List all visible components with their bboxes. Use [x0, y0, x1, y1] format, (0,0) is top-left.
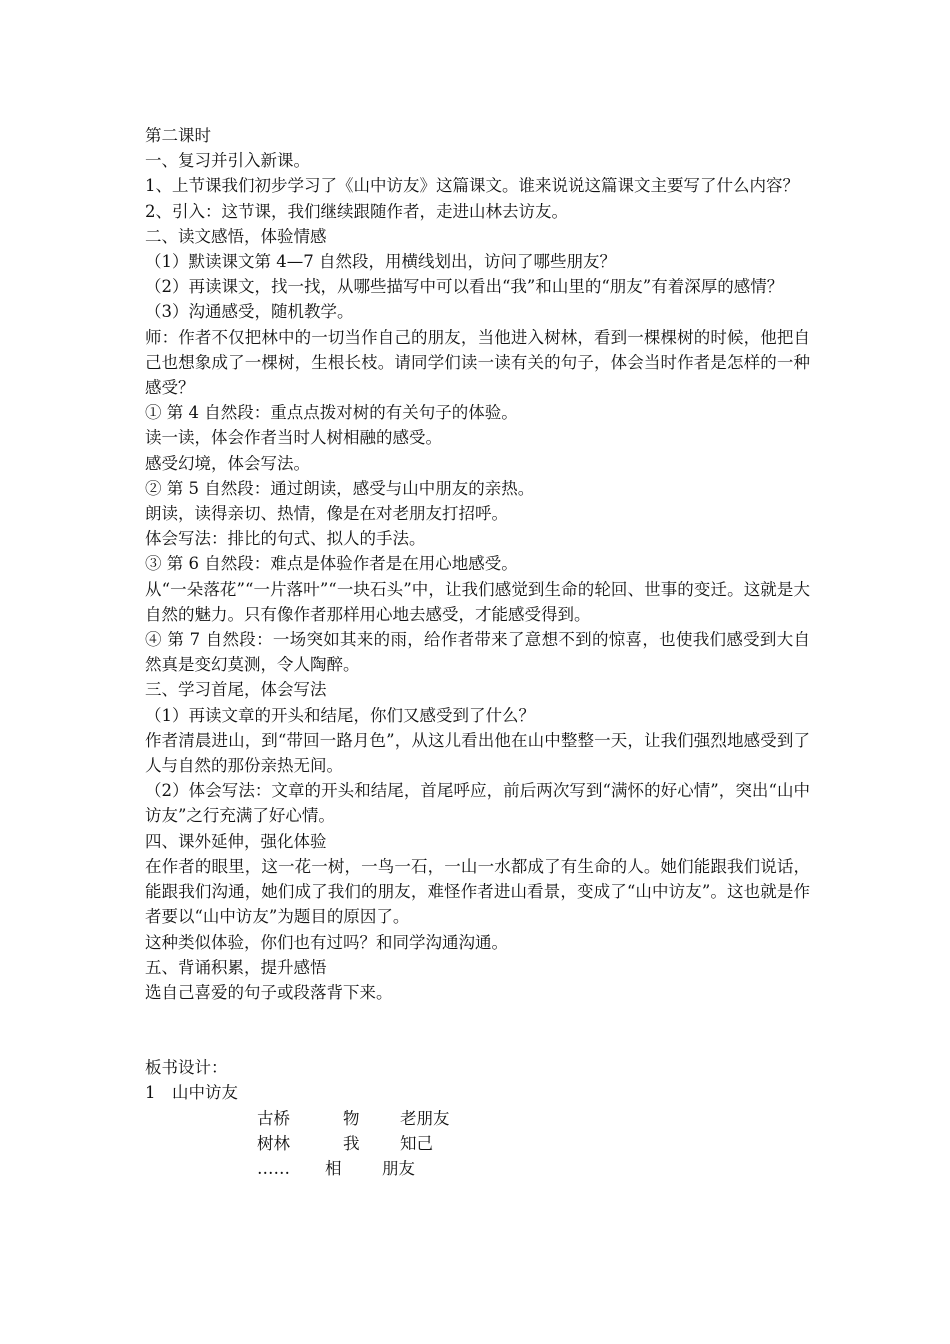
board-title: 1 山中访友	[145, 1083, 238, 1103]
paragraph: 1、上节课我们初步学习了《山中访友》这篇课文。谁来说说这篇课文主要写了什么内容？	[145, 176, 799, 196]
board-heading: 板书设计：	[145, 1058, 228, 1078]
list-item: ① 第 4 自然段：重点点拨对树的有关句子的体验。	[145, 403, 518, 423]
board-row	[145, 1156, 810, 1181]
paragraph: 体会写法：排比的句式、拟人的手法。	[145, 529, 426, 549]
document-body	[145, 123, 810, 1181]
paragraph: 2、引入：这节课，我们继续跟随作者，走进山林去访友。	[145, 201, 568, 221]
section-heading: 一、复习并引入新课。	[145, 151, 310, 171]
board-cell: 树林	[257, 1133, 290, 1153]
lesson-title: 第二课时	[145, 126, 211, 145]
question: （3）沟通感受，随机教学。	[145, 302, 354, 322]
paragraph: 这种类似体验，你们也有过吗？和同学沟通沟通。	[145, 932, 508, 952]
list-item: ③ 第 6 自然段：难点是体验作者是在用心地感受。	[145, 554, 518, 574]
board-cell: 古桥	[257, 1108, 290, 1128]
board-cell: 朋友	[382, 1158, 415, 1178]
board-cell: 物	[343, 1108, 360, 1128]
question: （1）默读课文第 4—7 自然段，用横线划出，访问了哪些朋友？	[145, 252, 616, 272]
paragraph: 在作者的眼里，这一花一树，一鸟一石，一山一水都成了有生命的人。她们能跟我们说话，能跟我们沟通，她们成了我们的朋友，难怪作者进山看景，变成了“山中访友”。这也就是作者要以“山中访友”为题目的原因了。	[145, 856, 810, 927]
paragraph: 朗读，读得亲切、热情，像是在对老朋友打招呼。	[145, 504, 508, 524]
question: （2）体会写法：文章的开头和结尾，首尾呼应，前后两次写到“满怀的好心情”，突出“山中访友”之行充满了好心情。	[145, 781, 810, 826]
paragraph: 读一读，体会作者当时人树相融的感受。	[145, 428, 442, 448]
question: （1）再读文章的开头和结尾，你们又感受到了什么？	[145, 705, 535, 725]
board-row	[145, 1131, 810, 1156]
paragraph: 选自己喜爱的句子或段落背下来。	[145, 982, 393, 1002]
paragraph: 师：作者不仅把林中的一切当作自己的朋友，当他进入树林，看到一棵棵树的时候，他把自己也想象成了一棵树，生根长枝。请同学们读一读有关的句子，体会当时作者是怎样的一种感受？	[145, 327, 810, 398]
list-item: ④ 第 7 自然段：一场突如其来的雨，给作者带来了意想不到的惊喜，也使我们感受到大自然真是变幻莫测，令人陶醉。	[145, 630, 810, 675]
board-cell: 我	[343, 1133, 360, 1153]
paragraph: 从“一朵落花”“一片落叶”“一块石头”中，让我们感觉到生命的轮回、世事的变迁。这就是大自然的魅力。只有像作者那样用心地去感受，才能感受得到。	[145, 579, 810, 624]
section-heading: 三、学习首尾，体会写法	[145, 680, 327, 700]
board-cell: ……	[257, 1158, 290, 1178]
list-item: ② 第 5 自然段：通过朗读，感受与山中朋友的亲热。	[145, 478, 535, 498]
spacer	[145, 1005, 810, 1055]
question: （2）再读课文，找一找，从哪些描写中可以看出“我”和山里的“朋友”有着深厚的感情？	[145, 277, 784, 297]
board-cell: 老朋友	[400, 1108, 450, 1128]
paragraph: 作者清晨进山，到“带回一路月色”，从这儿看出他在山中整整一天，让我们强烈地感受到了人与自然的那份亲热无间。	[145, 730, 810, 776]
board-cell: 知己	[400, 1133, 433, 1153]
board-cell: 相	[325, 1158, 342, 1178]
section-heading: 五、背诵积累，提升感悟	[145, 957, 327, 977]
paragraph: 感受幻境，体会写法。	[145, 453, 310, 473]
section-heading: 四、课外延伸，强化体验	[145, 831, 327, 851]
section-heading: 二、读文感悟，体验情感	[145, 226, 327, 246]
board-row	[145, 1106, 810, 1131]
